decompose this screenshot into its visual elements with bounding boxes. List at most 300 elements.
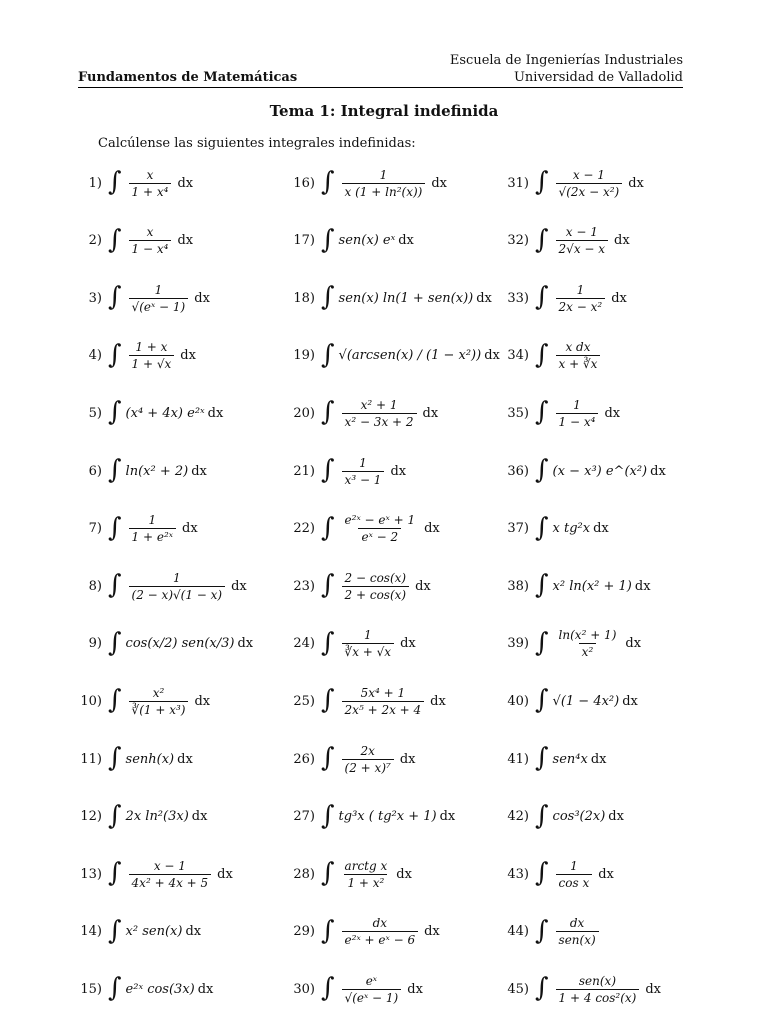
differential: dx — [593, 521, 609, 537]
problem-item — [283, 739, 415, 779]
integrand — [553, 752, 588, 767]
integral-sign: ∫ — [321, 224, 335, 255]
fraction-numerator: x — [146, 225, 154, 240]
integrand — [553, 521, 591, 536]
fraction-denominator: 1 − x⁴ — [129, 240, 172, 256]
differential: dx — [194, 290, 210, 306]
integrand-text: sen(x) ln(1 + sen(x)) — [338, 290, 474, 306]
integrand — [553, 398, 602, 429]
integrand-text: (x⁴ + 4x) e²ˣ — [125, 405, 205, 421]
problem-number: 21) — [293, 463, 315, 479]
fraction-numerator: x − 1 — [565, 225, 598, 240]
fraction-numerator: 2 − cos(x) — [344, 570, 407, 585]
integral-sign: ∫ — [321, 455, 335, 485]
differential: dx — [604, 405, 621, 421]
integrand-text: x tg²x — [552, 521, 591, 537]
fraction — [129, 340, 175, 371]
fraction-denominator: e²ˣ + eˣ − 6 — [342, 931, 419, 947]
problem-item — [70, 969, 213, 1009]
fraction-denominator: (2 + x)⁷ — [342, 759, 394, 775]
differential: dx — [590, 751, 607, 767]
fraction-denominator: x (1 + ln²(x)) — [342, 183, 426, 199]
differential: dx — [625, 636, 642, 652]
differential: dx — [628, 175, 644, 191]
integrand-text: senh(x) — [125, 751, 175, 767]
integrand — [553, 464, 648, 479]
problem-number: 12) — [80, 809, 102, 825]
differential: dx — [231, 578, 247, 594]
fraction — [342, 916, 419, 947]
fraction-denominator: 2x⁵ + 2x + 4 — [342, 701, 425, 717]
integrand — [126, 225, 175, 256]
differential: dx — [424, 924, 440, 940]
problem-item — [70, 797, 207, 837]
integrand — [339, 291, 474, 306]
integral-sign: ∫ — [321, 570, 335, 601]
integral-sign: ∫ — [321, 512, 335, 543]
differential: dx — [430, 693, 446, 709]
fraction-numerator: x — [146, 167, 154, 182]
fraction-numerator: 1 — [363, 628, 372, 643]
problem-number: 42) — [507, 809, 529, 825]
fraction-denominator: cos x — [556, 874, 593, 890]
problem-number: 45) — [507, 981, 529, 997]
integrand — [339, 916, 422, 947]
problem-item — [283, 912, 440, 952]
problem-item — [70, 393, 223, 433]
fraction-denominator: 1 + x⁴ — [129, 183, 172, 199]
integrand — [553, 809, 606, 824]
problem-number: 32) — [507, 233, 529, 249]
integrand — [553, 628, 623, 659]
integrand — [553, 225, 612, 256]
fraction — [342, 686, 425, 717]
problem-number: 18) — [293, 290, 315, 306]
fraction — [129, 225, 172, 256]
differential: dx — [399, 751, 416, 767]
problem-item — [497, 681, 638, 721]
fraction-numerator: x² — [152, 685, 165, 700]
differential: dx — [191, 463, 207, 479]
integral-sign: ∫ — [108, 167, 122, 197]
fraction-numerator: sen(x) — [578, 973, 617, 988]
fraction-denominator: 1 + 4 cos²(x) — [556, 989, 640, 1005]
integrand — [553, 916, 602, 947]
differential: dx — [422, 405, 439, 421]
differential: dx — [177, 751, 193, 767]
fraction — [342, 859, 391, 890]
fraction — [129, 168, 172, 199]
problem-item — [497, 854, 614, 894]
problem-number: 34) — [507, 348, 529, 364]
integrand — [339, 398, 420, 429]
fraction-numerator: ln(x² + 1) — [558, 628, 617, 643]
problem-number: 4) — [88, 348, 102, 364]
problem-item — [283, 854, 412, 894]
integrand — [553, 974, 643, 1005]
integral-sign: ∫ — [535, 743, 549, 773]
fraction-numerator: 1 — [154, 282, 163, 297]
problem-number: 29) — [293, 924, 315, 940]
differential: dx — [614, 233, 630, 249]
integrand — [553, 283, 609, 314]
integrand-text: e²ˣ cos(3x) — [125, 981, 195, 997]
fraction — [556, 859, 593, 890]
integrand — [126, 636, 235, 651]
problem-number: 28) — [293, 866, 315, 882]
integrand — [339, 744, 397, 775]
problem-number: 19) — [293, 348, 315, 364]
problem-item — [497, 163, 644, 203]
fraction — [129, 686, 189, 717]
integrand-text: √(arcsen(x) / (1 − x²)) — [338, 348, 482, 364]
integrand-text: cos³(2x) — [552, 809, 606, 825]
integrand-text: cos(x/2) sen(x/3) — [125, 636, 235, 652]
differential: dx — [598, 866, 614, 882]
problem-item — [70, 681, 210, 721]
integral-sign: ∫ — [535, 570, 549, 601]
problem-item — [70, 451, 207, 491]
integrand — [126, 924, 183, 939]
problem-item — [497, 451, 666, 491]
fraction-denominator: ∛(1 + x³) — [129, 701, 189, 717]
problem-item — [497, 509, 609, 549]
problem-item — [70, 624, 253, 664]
problem-item — [70, 509, 198, 549]
fraction — [342, 398, 417, 429]
fraction-denominator: x + ∛x — [556, 355, 601, 371]
fraction — [129, 283, 189, 314]
differential: dx — [197, 981, 214, 997]
integral-sign: ∫ — [108, 512, 122, 543]
problem-number: 40) — [507, 693, 529, 709]
problem-number: 35) — [507, 405, 529, 421]
problem-item — [283, 336, 500, 376]
integral-sign: ∫ — [108, 858, 122, 889]
integral-sign: ∫ — [321, 973, 335, 1004]
fraction-denominator: ∛x + √x — [342, 643, 395, 659]
integrand — [553, 694, 620, 709]
fraction — [556, 916, 599, 947]
fraction — [556, 974, 640, 1005]
problem-item — [497, 624, 641, 664]
problem-number: 25) — [293, 693, 315, 709]
fraction-numerator: 1 — [576, 282, 585, 297]
integrand — [126, 283, 192, 314]
differential: dx — [484, 348, 500, 364]
problem-item — [283, 797, 455, 837]
differential: dx — [439, 809, 456, 825]
fraction-denominator: sen(x) — [556, 931, 599, 947]
differential: dx — [424, 521, 440, 537]
problem-number: 7) — [88, 521, 102, 537]
fraction-numerator: x − 1 — [153, 858, 186, 873]
problem-item — [70, 854, 233, 894]
fraction-numerator: dx — [569, 916, 585, 931]
integrand — [126, 464, 189, 479]
problem-item — [70, 336, 196, 376]
integral-sign: ∫ — [321, 685, 335, 716]
differential: dx — [191, 809, 208, 825]
integrand — [339, 974, 405, 1005]
differential: dx — [194, 693, 211, 709]
integrand-text: ln(x² + 2) — [125, 463, 189, 479]
problem-item — [497, 393, 620, 433]
fraction-numerator: dx — [372, 916, 388, 931]
integral-sign: ∫ — [108, 685, 122, 716]
integral-sign: ∫ — [535, 627, 549, 658]
problem-number: 1) — [88, 175, 102, 191]
fraction-numerator: 1 — [173, 570, 181, 585]
integrand-text: x² ln(x² + 1) — [552, 578, 632, 594]
differential: dx — [177, 233, 194, 249]
problem-item — [283, 509, 440, 549]
course-title: Fundamentos de Matemáticas — [78, 70, 298, 85]
differential: dx — [185, 924, 202, 940]
fraction-denominator: x² — [579, 643, 597, 659]
fraction-denominator: 2 + cos(x) — [342, 586, 410, 602]
integrand — [339, 859, 394, 890]
integrand — [126, 340, 178, 371]
integrand-text: 2x ln²(3x) — [125, 809, 189, 825]
problem-item — [283, 393, 438, 433]
fraction-denominator: x² − 3x + 2 — [342, 413, 417, 429]
integral-sign: ∫ — [321, 397, 335, 428]
differential: dx — [237, 636, 254, 652]
fraction — [556, 283, 606, 314]
fraction-numerator: 1 — [573, 397, 581, 412]
differential: dx — [634, 578, 651, 594]
problem-item — [283, 681, 446, 721]
fraction — [556, 340, 601, 371]
integrand-text: tg³x ( tg²x + 1) — [338, 809, 437, 825]
integrand — [126, 406, 205, 421]
differential: dx — [217, 866, 233, 882]
integrand — [126, 686, 192, 717]
integral-sign: ∫ — [108, 570, 122, 601]
fraction — [342, 744, 394, 775]
integral-sign: ∫ — [535, 858, 549, 889]
integrand — [126, 752, 175, 767]
differential: dx — [608, 809, 624, 825]
integrand — [126, 168, 175, 199]
differential: dx — [390, 463, 407, 479]
integrand-text: (x − x³) e^(x²) — [552, 463, 648, 479]
problem-item — [497, 566, 651, 606]
integral-sign: ∫ — [535, 282, 549, 313]
problem-item — [283, 278, 492, 318]
integrand — [339, 168, 429, 199]
problem-number: 3) — [88, 290, 102, 306]
fraction-denominator: 2x − x² — [556, 298, 606, 314]
integrand — [553, 340, 604, 371]
integral-sign: ∫ — [535, 685, 549, 716]
integrand — [126, 859, 215, 890]
integral-sign: ∫ — [108, 397, 122, 428]
differential: dx — [431, 175, 447, 191]
integral-sign: ∫ — [535, 224, 549, 255]
problem-number: 44) — [507, 924, 529, 940]
differential: dx — [415, 578, 431, 594]
problem-number: 17) — [293, 233, 315, 249]
integral-sign: ∫ — [535, 800, 549, 831]
problem-number: 16) — [293, 175, 315, 191]
problem-number: 33) — [507, 290, 529, 306]
integral-sign: ∫ — [108, 455, 122, 485]
differential: dx — [476, 290, 492, 306]
fraction — [342, 974, 402, 1005]
problem-number: 10) — [80, 693, 102, 709]
fraction-numerator: 1 — [570, 858, 578, 873]
problem-number: 26) — [293, 751, 315, 767]
integral-sign: ∫ — [321, 627, 335, 658]
problem-number: 24) — [293, 636, 315, 652]
integrand-text: x² sen(x) — [125, 924, 183, 940]
integrand — [339, 233, 396, 248]
fraction-denominator: 4x² + 4x + 5 — [129, 874, 212, 890]
differential: dx — [177, 175, 194, 191]
integral-sign: ∫ — [108, 743, 122, 773]
header-rule — [78, 87, 683, 88]
fraction-denominator: x³ − 1 — [342, 471, 385, 487]
fraction — [556, 225, 609, 256]
problem-item — [283, 163, 447, 203]
integrand — [339, 348, 482, 363]
integrand — [339, 628, 398, 659]
problem-item — [283, 566, 431, 606]
integrand — [339, 456, 388, 487]
fraction-numerator: 1 + x — [135, 340, 168, 355]
problem-number: 8) — [88, 578, 102, 594]
fraction-numerator: eˣ — [365, 973, 378, 988]
problem-item — [497, 797, 624, 837]
integral-sign: ∫ — [535, 455, 549, 485]
fraction-numerator: x dx — [565, 340, 591, 355]
fraction-numerator: 5x⁴ + 1 — [360, 685, 406, 700]
problem-number: 13) — [80, 866, 102, 882]
integrand-text: sen⁴x — [552, 751, 588, 767]
integrand-text: √(1 − 4x²) — [552, 693, 620, 709]
problem-item — [70, 163, 193, 203]
problem-number: 9) — [88, 636, 102, 652]
fraction-denominator: 1 + √x — [129, 355, 175, 371]
integrand — [339, 809, 437, 824]
fraction-denominator: 1 + x² — [344, 874, 387, 890]
integral-sign: ∫ — [535, 339, 549, 370]
integral-sign: ∫ — [108, 973, 122, 1004]
differential: dx — [407, 981, 423, 997]
differential: dx — [611, 290, 627, 306]
problem-number: 38) — [507, 578, 529, 594]
fraction-denominator: √(eˣ − 1) — [129, 298, 189, 314]
fraction-denominator: (2 − x)√(1 − x) — [129, 586, 226, 602]
fraction — [342, 513, 419, 544]
problem-item — [497, 912, 602, 952]
problem-item — [283, 624, 416, 664]
integral-sign: ∫ — [321, 858, 335, 889]
fraction-numerator: 2x — [360, 743, 375, 758]
fraction — [342, 628, 395, 659]
fraction-numerator: arctg x — [344, 858, 388, 873]
integrand — [553, 168, 626, 199]
integral-sign: ∫ — [321, 800, 335, 831]
differential: dx — [396, 866, 412, 882]
problem-item — [283, 969, 423, 1009]
problem-item — [283, 221, 414, 261]
fraction-denominator: √(2x − x²) — [556, 183, 623, 199]
differential: dx — [182, 521, 198, 537]
problem-number: 27) — [293, 809, 315, 825]
fraction — [129, 513, 177, 544]
problem-item — [70, 278, 210, 318]
problem-item — [497, 969, 661, 1009]
integrand — [339, 686, 428, 717]
problem-number: 22) — [293, 521, 315, 537]
integral-sign: ∫ — [321, 282, 335, 313]
differential: dx — [622, 693, 638, 709]
fraction-numerator: 1 — [379, 167, 388, 182]
differential: dx — [645, 981, 662, 997]
problem-item — [283, 451, 406, 491]
integral-sign: ∫ — [108, 224, 122, 255]
problem-number: 23) — [293, 578, 315, 594]
integrand — [126, 571, 229, 602]
integral-sign: ∫ — [108, 627, 122, 658]
integrand — [126, 513, 180, 544]
problem-number: 37) — [507, 521, 529, 537]
differential: dx — [400, 636, 416, 652]
integral-sign: ∫ — [108, 800, 122, 831]
fraction — [129, 859, 212, 890]
differential: dx — [398, 233, 414, 249]
fraction — [556, 628, 620, 659]
fraction — [129, 571, 226, 602]
university-name: Universidad de Valladolid — [513, 70, 683, 85]
problem-item — [70, 566, 247, 606]
problem-number: 36) — [507, 463, 529, 479]
fraction-numerator: 1 — [148, 513, 157, 528]
integral-sign: ∫ — [535, 512, 549, 543]
integrand — [126, 982, 195, 997]
integrand — [553, 859, 596, 890]
integral-sign: ∫ — [321, 915, 335, 946]
problem-number: 6) — [88, 463, 102, 479]
fraction-denominator: 1 − x⁴ — [556, 413, 599, 429]
problem-number: 11) — [80, 751, 102, 767]
problem-item — [70, 221, 193, 261]
integrand — [339, 513, 422, 544]
problem-number: 41) — [507, 751, 529, 767]
problem-item — [497, 739, 606, 779]
problem-number: 14) — [80, 924, 102, 940]
fraction-denominator: √(eˣ − 1) — [342, 989, 402, 1005]
integral-sign: ∫ — [535, 167, 549, 197]
differential: dx — [207, 405, 224, 421]
problem-number: 15) — [80, 981, 102, 997]
fraction-numerator: x² + 1 — [360, 397, 398, 412]
integrand — [339, 571, 413, 602]
differential: dx — [650, 463, 666, 479]
integral-sign: ∫ — [108, 339, 122, 370]
fraction-numerator: e²ˣ − eˣ + 1 — [344, 513, 416, 528]
fraction-numerator: x − 1 — [572, 167, 605, 182]
page-title: Tema 1: Integral indefinida — [269, 102, 499, 120]
fraction — [556, 398, 599, 429]
integral-sign: ∫ — [108, 915, 122, 946]
fraction-denominator: eˣ − 2 — [358, 528, 401, 544]
problem-item — [497, 221, 630, 261]
problem-item — [70, 739, 193, 779]
